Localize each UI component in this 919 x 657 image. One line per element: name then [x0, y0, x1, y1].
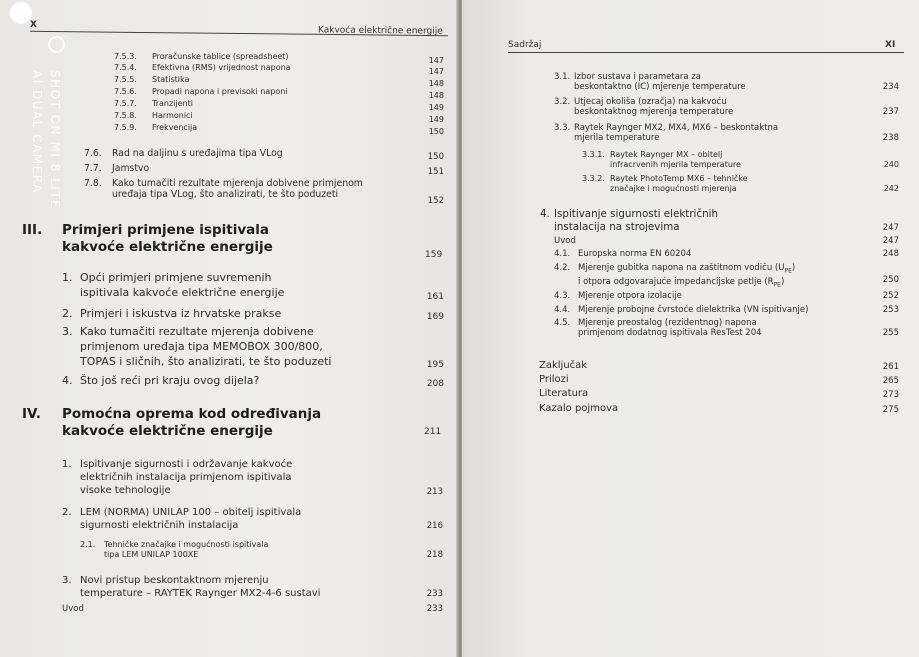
toc-entry	[84, 163, 444, 178]
toc-entry-page: 150	[427, 152, 444, 162]
toc-entry-title-line: beskontaktnog mjerenja temperature	[574, 107, 734, 117]
toc-entry-number: 7.7.	[84, 163, 102, 174]
toc-entry-title	[104, 540, 427, 560]
toc-entry	[62, 306, 444, 325]
toc-entry-page: 242	[883, 184, 899, 193]
toc-entry-number: 3.	[62, 325, 73, 338]
toc-entry	[554, 291, 899, 301]
toc-entry-number: 2.	[62, 307, 73, 320]
toc-entry-page: 238	[882, 133, 899, 143]
toc-entry-title: Proračunske tablice (spreadsheet)	[152, 52, 289, 61]
toc-entry-title	[554, 208, 883, 234]
toc-entry-title-line: Mjerenje gubitka napona na zaštitnom vodiču (U	[578, 263, 785, 273]
toc-entry	[554, 318, 899, 338]
toc-entry-title-line: električnih instalacija primjenom ispitivala	[80, 472, 292, 483]
section-page: 211	[424, 427, 442, 437]
toc-entry-title-line: instalacija na strojevima	[554, 221, 680, 233]
toc-entry	[539, 388, 899, 401]
toc-entry	[554, 305, 899, 315]
toc-entry-number: 4.3.	[554, 291, 571, 301]
toc-entry-page: 218	[426, 550, 443, 560]
toc-entry-number: 7.6.	[84, 148, 102, 159]
subscript: PE	[784, 267, 792, 275]
toc-entry-number: 4.2.	[554, 263, 571, 273]
toc-entry	[539, 360, 899, 373]
toc-entry	[62, 324, 444, 373]
toc-entry-title-line: Utjecaj okoliša (ozračja) na kakvoću	[574, 97, 727, 107]
toc-entry-title-line: Kako tumačiti rezultate mjerenja dobivene primjenom	[112, 178, 363, 189]
toc-entry-number: 3.2.	[554, 97, 571, 107]
camera-watermark-line1: SHOT ON MI 8 LITE	[48, 70, 62, 210]
toc-entry-number: 1.	[62, 459, 72, 470]
toc-entry-title-line: Ispitivanje sigurnosti električnih	[554, 208, 718, 220]
section-title-line: kakvoće električne energije	[62, 423, 273, 439]
section-page: 159	[425, 250, 443, 260]
toc-entry-title: Mjerenje otpora izolacije	[578, 291, 682, 301]
section-title-line: Pomoćna oprema kod određivanja	[62, 406, 322, 422]
toc-entry-title-line: infracrvenih mjerila temperature	[610, 160, 741, 169]
toc-entry-title: Primjeri i iskustva iz hrvatske prakse	[80, 307, 282, 320]
toc-entry-title: Kazalo pojmova	[539, 403, 619, 414]
toc-entry-number: 3.3.2.	[582, 174, 605, 183]
toc-entry	[62, 574, 443, 601]
toc-entry-title	[80, 506, 427, 532]
toc-entry-number: 2.	[62, 507, 72, 518]
toc-entry-page: 152	[427, 196, 444, 206]
toc-entry-page: 195	[426, 360, 444, 370]
toc-entry-number: 1.	[62, 271, 73, 284]
watermark-dot	[10, 2, 32, 24]
running-head-right: Sadržaj	[508, 40, 542, 50]
toc-entry-page: 247	[882, 236, 899, 246]
section-title	[62, 406, 352, 440]
section-roman-numeral: III.	[22, 222, 43, 238]
toc-entry-title: Uvod	[554, 236, 576, 246]
toc-entry-title: Propadi napona i previsoki naponi	[152, 87, 288, 96]
toc-entry-title-line: Izbor sustava i parametara za	[574, 72, 701, 82]
toc-entry-number: 2.1.	[80, 540, 96, 549]
toc-entry-number: 4.	[62, 374, 73, 387]
toc-entry	[62, 605, 443, 614]
toc-entry-title	[574, 123, 883, 143]
toc-entry-title-line: značajke i mogućnosti mjerenja	[610, 184, 737, 193]
toc-entry-title-line: ispitivala kakvoće električne energije	[80, 286, 285, 299]
toc-entry-page: 147	[428, 56, 444, 65]
toc-entry-page: 148	[428, 91, 444, 100]
toc-entry-number: 4.	[540, 208, 550, 220]
toc-entry-title-line: temperature – RAYTEK Raynger MX2-4-6 sustavi	[80, 588, 321, 599]
toc-entry-number: 7.5.5.	[114, 75, 137, 84]
toc-entry-title	[80, 458, 427, 497]
section-title	[62, 222, 317, 256]
toc-entry	[582, 150, 899, 170]
toc-entry-title: Rad na daljinu s uređajima tipa VLog	[112, 148, 283, 159]
toc-entry-number: 7.5.9.	[114, 123, 137, 132]
subscript: PE	[773, 281, 781, 289]
page-number-right: XI	[885, 40, 896, 50]
toc-entry-title	[578, 318, 883, 338]
toc-entry-title: Što još reći pri kraju ovog dijela?	[80, 374, 260, 387]
toc-entry-title-line: TOPAS i sličnih, što analizirati, te što poduzeti	[80, 355, 332, 368]
toc-entry-page: 147	[428, 67, 444, 76]
toc-entry	[554, 236, 899, 246]
toc-entry	[554, 97, 899, 117]
toc-entry	[554, 249, 899, 259]
toc-entry-page: 233	[426, 589, 443, 599]
toc-entry	[539, 403, 899, 416]
toc-entry-title-line: )	[791, 263, 796, 273]
toc-entry-title-line: sigurnosti električnih instalacija	[80, 520, 239, 531]
toc-entry-number: 3.3.1.	[582, 150, 605, 159]
toc-entry	[62, 458, 443, 499]
camera-watermark-line2: AI DUAL CAMERA	[30, 70, 44, 194]
toc-entry-title-line: Opći primjeri primjene suvremenih	[80, 271, 272, 284]
toc-entry-title: Statistika	[152, 75, 190, 84]
toc-entry-title	[80, 574, 427, 600]
toc-entry	[80, 540, 443, 560]
toc-entry-title: Zaključak	[539, 360, 588, 371]
watermark-ring	[48, 36, 65, 53]
toc-entry	[84, 148, 444, 163]
header-rule	[508, 52, 904, 53]
toc-entry-page: 247	[882, 223, 899, 233]
toc-entry-title: Uvod	[62, 604, 84, 614]
toc-entry-page: 234	[882, 82, 899, 92]
toc-entry-title	[610, 150, 884, 170]
toc-entry-number: 4.4.	[554, 305, 571, 315]
toc-entry-title-line: Kako tumačiti rezultate mjerenja dobivene	[80, 325, 314, 338]
toc-entry-page: 265	[882, 376, 899, 386]
toc-entry-title: Europska norma EN 60204	[578, 249, 692, 259]
toc-entry-title: Efektivna (RMS) vrijednost napona	[152, 63, 291, 72]
toc-entry-title-line: Ispitivanje sigurnosti i održavanje kakvoće	[80, 459, 293, 470]
toc-entry-page: 216	[426, 521, 443, 531]
toc-entry-number: 7.5.3.	[114, 52, 137, 61]
toc-entry-page: 233	[426, 604, 443, 614]
toc-entry-title: Tranzijenti	[152, 99, 193, 108]
toc-entry-number: 3.3.	[554, 123, 571, 133]
toc-entry-number: 7.5.7.	[114, 99, 137, 108]
toc-entry-number: 7.5.4.	[114, 63, 137, 72]
toc-entry-page: 252	[882, 291, 899, 301]
toc-entry-title-line: beskontaktno (IC) mjerenje temperature	[574, 82, 746, 92]
toc-entry-page: 148	[428, 79, 444, 88]
toc-entry-title-line: uređaja tipa VLog, što analizirati, te što poduzeti	[112, 189, 339, 200]
toc-entry-title: Harmonici	[152, 111, 193, 120]
toc-entry-page: 273	[882, 390, 899, 400]
toc-entry-title	[578, 263, 883, 290]
right-page	[462, 0, 919, 657]
toc-entry-title-line: Raytek Raynger MX2, MX4, MX6 – beskontaktna	[574, 123, 779, 133]
toc-entry-page: 161	[426, 292, 444, 302]
toc-entry-page: 255	[882, 328, 899, 338]
toc-entry-number: 7.8.	[84, 178, 102, 189]
toc-entry	[540, 208, 899, 235]
toc-entry-title-line: i otpora odgovarajuće impedancijske petlje (R	[578, 276, 774, 287]
toc-entry-number: 7.5.8.	[114, 111, 137, 120]
toc-entry-title-line: tipa LEM UNILAP 100XE	[104, 550, 199, 559]
toc-entry-page: 149	[428, 115, 444, 124]
toc-entry-title-line: mjerila temperature	[574, 133, 660, 143]
toc-entry	[554, 123, 899, 143]
toc-entry	[114, 123, 444, 136]
toc-entry-page: 248	[882, 249, 899, 259]
toc-entry-title: Prilozi	[539, 374, 569, 385]
toc-entry-title: Mjerenje probojne čvrstoće dielektrika (VN ispitivanje)	[578, 305, 809, 315]
toc-entry-title: Frekvencija	[152, 123, 198, 132]
left-page	[0, 0, 458, 657]
toc-entry-title-line: primjenom uređaja tipa MEMOBOX 300/800,	[80, 340, 323, 353]
toc-entry-title-line: visoke tehnologije	[80, 485, 171, 496]
toc-entry-page: 208	[426, 379, 444, 389]
toc-entry-title: Literatura	[539, 388, 589, 399]
toc-entry	[62, 506, 443, 533]
toc-entry-title-line: )	[780, 276, 785, 287]
toc-entry-title-line: Raytek PhotoTemp MX6 – tehničke	[610, 174, 748, 183]
toc-entry	[582, 174, 899, 194]
toc-entry-page: 253	[882, 305, 899, 315]
section-title-line: Primjeri primjene ispitivala	[62, 222, 269, 238]
toc-entry-number: 3.	[62, 575, 72, 586]
toc-entry-number: 4.5.	[554, 318, 571, 328]
toc-entry	[62, 270, 444, 305]
section-title-line: kakvoće električne energije	[62, 239, 273, 255]
toc-entry-title-line: primjenom dodatnog ispitivala ResTest 204	[578, 328, 762, 338]
toc-entry-title	[80, 270, 427, 300]
toc-entry-page: 275	[882, 405, 899, 415]
toc-entry	[84, 178, 444, 207]
toc-entry-page: 149	[428, 103, 444, 112]
toc-entry-title	[574, 97, 883, 117]
toc-entry-page: 151	[427, 167, 444, 177]
toc-entry-page: 250	[882, 275, 899, 285]
toc-entry-title	[610, 174, 884, 194]
toc-entry	[554, 263, 899, 290]
toc-entry-number: 3.1.	[554, 72, 571, 82]
toc-entry-page: 213	[426, 487, 443, 497]
page-number-left: X	[30, 20, 37, 30]
toc-entry-title	[112, 178, 428, 200]
toc-entry-title	[574, 72, 883, 92]
toc-entry-title-line: Tehničke značajke i mogućnosti ispitivala	[104, 540, 269, 549]
toc-entry-number: 7.5.6.	[114, 87, 137, 96]
toc-entry-title-line: Mjerenje preostalog (rezidentnog) napona	[578, 318, 757, 328]
toc-entry-page: 261	[882, 362, 899, 372]
toc-entry-page: 169	[426, 312, 444, 322]
toc-entry-title-line: Raytek Raynger MX – obitelj	[610, 150, 723, 159]
toc-entry	[539, 374, 899, 387]
toc-entry	[62, 373, 444, 392]
running-head-left: Kakvoća električne energije	[317, 25, 443, 37]
toc-entry-page: 150	[428, 127, 444, 136]
toc-entry-title-line: LEM (NORMA) UNILAP 100 – obitelj ispitivala	[80, 507, 302, 518]
toc-entry-page: 237	[882, 107, 899, 117]
toc-entry-number: 4.1.	[554, 249, 571, 259]
section-roman-numeral: IV.	[22, 406, 41, 422]
toc-entry	[554, 72, 899, 92]
toc-entry-title: Jamstvo	[112, 163, 150, 174]
toc-entry-title	[80, 324, 427, 369]
toc-entry-page: 240	[883, 160, 899, 169]
toc-entry-title-line: Novi pristup beskontaktnom mjerenju	[80, 575, 269, 586]
